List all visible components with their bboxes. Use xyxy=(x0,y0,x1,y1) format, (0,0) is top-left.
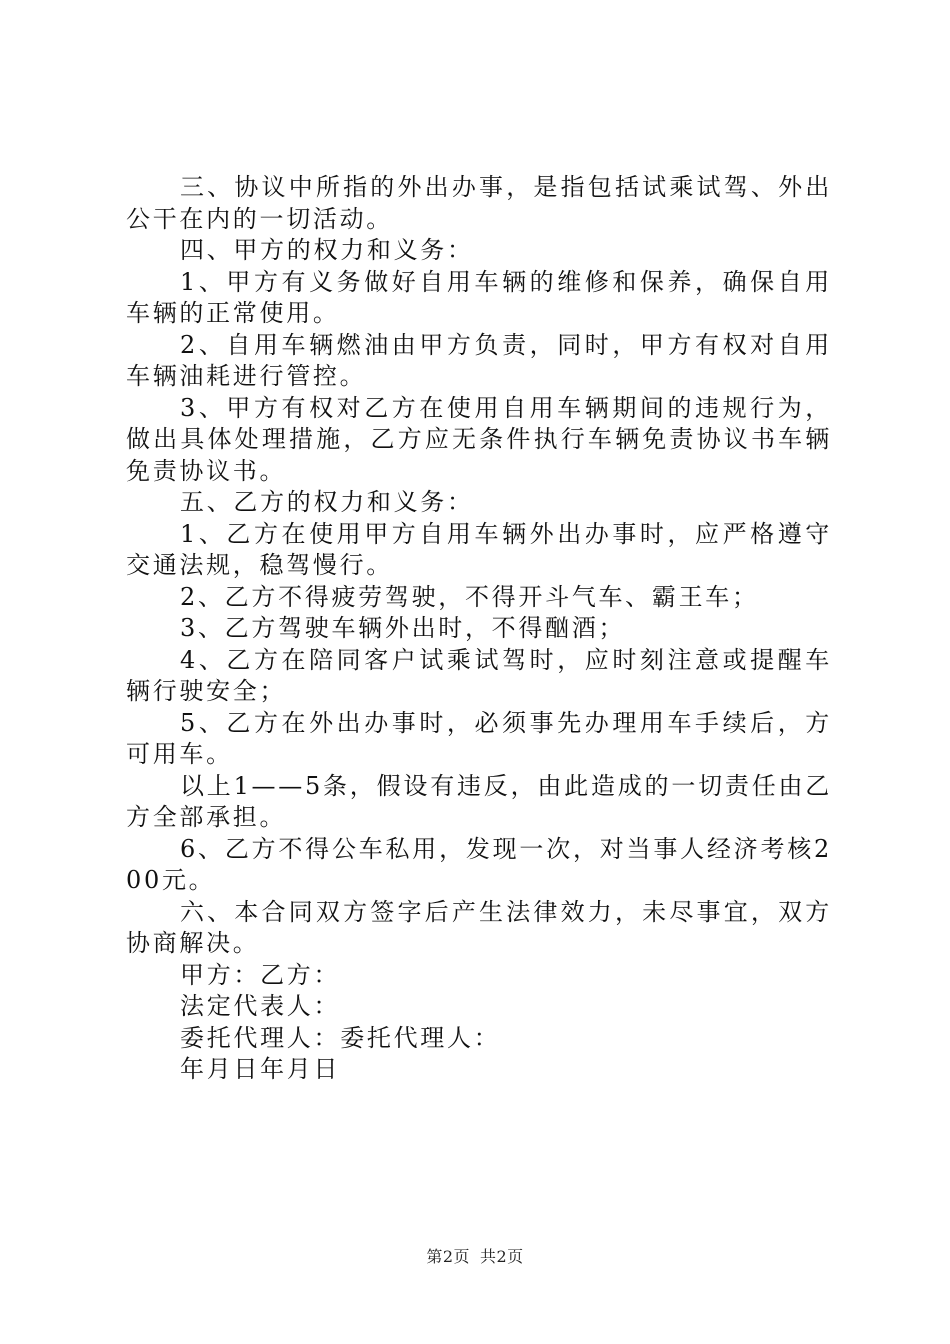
party-b-item-5: 5、乙方在外出办事时，必须事先办理用车手续后，方可用车。 xyxy=(126,708,832,768)
party-a-item-2: 2、自用车辆燃油由甲方负责，同时，甲方有权对自用车辆油耗进行管控。 xyxy=(126,330,832,390)
signature-agents: 委托代理人：委托代理人： xyxy=(180,1023,501,1052)
liability-note: 以上1——5条，假设有违反，由此造成的一切责任由乙方全部承担。 xyxy=(126,771,832,831)
party-b-item-3: 3、乙方驾驶车辆外出时，不得酗酒； xyxy=(180,614,626,642)
party-b-item-4: 4、乙方在陪同客户试乘试驾时，应时刻注意或提醒车辆行驶安全； xyxy=(126,645,832,705)
section-4-heading: 四、甲方的权力和义务： xyxy=(180,236,474,264)
party-b-item-2: 2、乙方不得疲劳驾驶，不得开斗气车、霸王车； xyxy=(180,582,759,611)
signature-parties: 甲方：乙方： xyxy=(180,960,341,989)
party-a-item-3: 3、甲方有权对乙方在使用自用车辆期间的违规行为，做出具体处理措施，乙方应无条件执行车辆免责协议书车辆免责协议书。 xyxy=(126,393,832,485)
document-body xyxy=(126,172,832,1086)
page-total: 共2页 xyxy=(480,1247,524,1266)
section-6-effect: 六、本合同双方签字后产生法律效力，未尽事宜，双方协商解决。 xyxy=(126,897,832,957)
party-a-item-1: 1、甲方有义务做好自用车辆的维修和保养，确保自用车辆的正常使用。 xyxy=(126,267,832,327)
section-5-heading: 五、乙方的权力和义务： xyxy=(180,488,474,516)
clause-3-activities: 三、协议中所指的外出办事，是指包括试乘试驾、外出公干在内的一切活动。 xyxy=(126,173,832,233)
signature-dates: 年月日年月日 xyxy=(180,1055,341,1083)
party-b-item-6: 6、乙方不得公车私用，发现一次，对当事人经济考核200元。 xyxy=(126,834,832,894)
page-number: 第2页 xyxy=(426,1247,470,1266)
party-b-item-1: 1、乙方在使用甲方自用车辆外出办事时，应严格遵守交通法规，稳驾慢行。 xyxy=(126,519,832,579)
page-footer xyxy=(0,1244,950,1267)
signature-legal-rep: 法定代表人： xyxy=(180,992,341,1020)
